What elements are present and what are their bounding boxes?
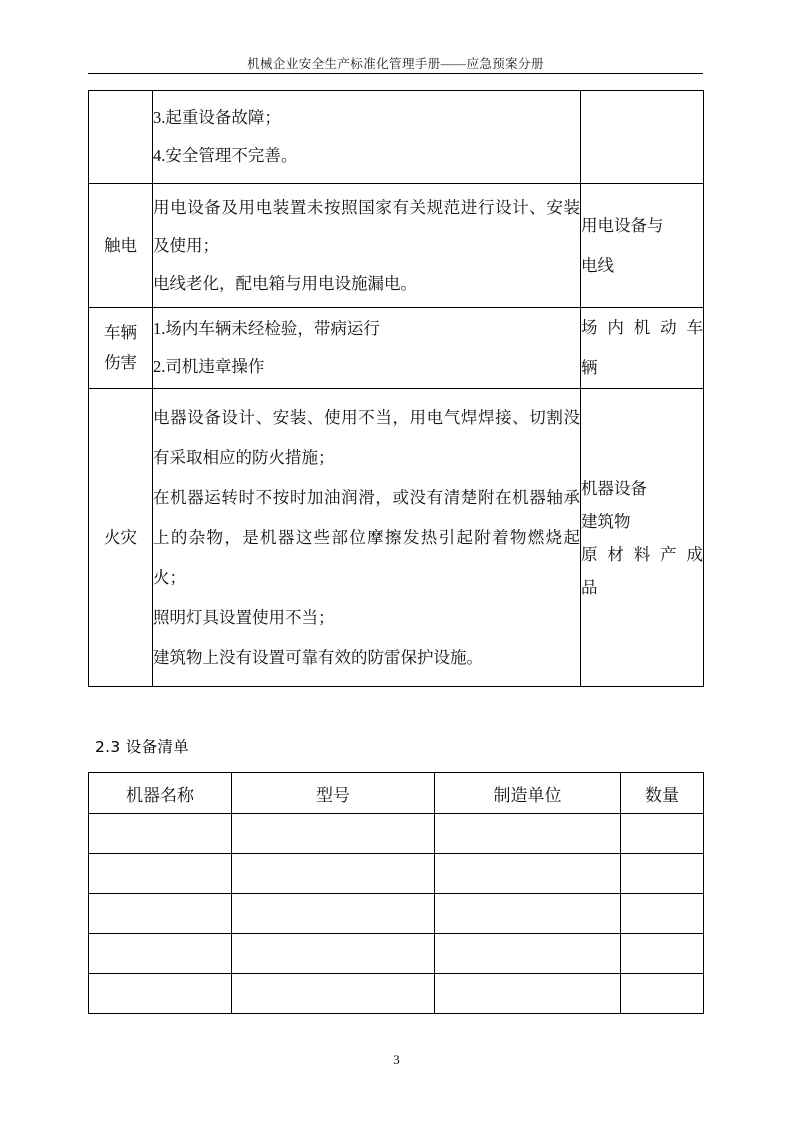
equipment-cell[interactable] <box>232 854 435 894</box>
hazard-description-line: 建筑物上没有设置可靠有效的防雷保护设施。 <box>153 647 483 667</box>
hazard-asset-cell <box>581 91 704 184</box>
equipment-cell[interactable] <box>621 894 704 934</box>
column-header-quantity: 数量 <box>621 773 704 814</box>
hazard-asset-line: 场内机动车 <box>581 318 703 337</box>
hazard-category-label: 触电 <box>104 235 137 255</box>
equipment-cell[interactable] <box>232 894 435 934</box>
column-header-manufacturer: 制造单位 <box>435 773 621 814</box>
hazard-asset-line: 辆 <box>581 358 598 377</box>
running-header-title: 机械企业安全生产标准化管理手册——应急预案分册 <box>247 57 544 71</box>
hazard-asset-line: 电线 <box>581 255 614 275</box>
equipment-cell[interactable] <box>435 974 621 1014</box>
hazard-asset-cell <box>581 308 704 389</box>
hazard-description-cell <box>153 184 581 308</box>
hazard-category-label: 火灾 <box>104 527 137 547</box>
hazard-category-label: 伤害 <box>104 353 137 372</box>
table-row <box>89 854 704 894</box>
equipment-cell[interactable] <box>435 854 621 894</box>
table-row <box>89 934 704 974</box>
table-row <box>89 184 704 308</box>
hazard-description-line: 2.司机违章操作 <box>153 357 265 376</box>
equipment-cell[interactable] <box>89 974 232 1014</box>
equipment-cell[interactable] <box>232 934 435 974</box>
column-header-machine-name: 机器名称 <box>89 773 232 814</box>
table-row <box>89 308 704 389</box>
hazard-description-line: 3.起重设备故障； <box>153 108 281 127</box>
table-row <box>89 974 704 1014</box>
section-heading-equipment-list: 2.3 设备清单 <box>95 738 189 756</box>
equipment-cell[interactable] <box>89 854 232 894</box>
equipment-cell[interactable] <box>621 934 704 974</box>
hazard-category-cell <box>89 308 153 389</box>
table-row <box>89 894 704 934</box>
table-header-row <box>89 773 704 814</box>
hazard-analysis-table <box>88 90 704 687</box>
hazard-description-cell <box>153 91 581 184</box>
equipment-cell[interactable] <box>232 974 435 1014</box>
hazard-asset-line: 机器设备 <box>581 478 647 498</box>
hazard-asset-line: 建筑物 <box>581 511 631 531</box>
equipment-cell[interactable] <box>232 814 435 854</box>
table-row <box>89 91 704 184</box>
equipment-cell[interactable] <box>621 974 704 1014</box>
column-header-model: 型号 <box>232 773 435 814</box>
hazard-asset-cell <box>581 184 704 308</box>
hazard-description-line: 在机器运转时不按时加油润滑，或没有清楚附在机器轴承上的杂物，是机器这些部位摩擦发热引起附着物燃烧起火； <box>153 487 580 587</box>
hazard-description-line: 照明灯具设置使用不当； <box>153 607 335 627</box>
hazard-category-cell <box>89 389 153 687</box>
equipment-cell[interactable] <box>89 894 232 934</box>
hazard-description-cell <box>153 389 581 687</box>
hazard-category-cell <box>89 91 153 184</box>
equipment-cell[interactable] <box>89 934 232 974</box>
hazard-description-line: 用电设备及用电装置未按照国家有关规范进行设计、安装及使用； <box>153 197 580 255</box>
equipment-cell[interactable] <box>435 934 621 974</box>
hazard-category-label: 车辆 <box>104 323 137 342</box>
hazard-asset-cell <box>581 389 704 687</box>
hazard-description-line: 电线老化，配电箱与用电设施漏电。 <box>153 273 417 293</box>
hazard-asset-line: 品 <box>581 577 598 597</box>
equipment-list-table <box>88 772 704 1014</box>
equipment-cell[interactable] <box>89 814 232 854</box>
table-row <box>89 389 704 687</box>
table-row <box>89 814 704 854</box>
hazard-asset-line: 原材料产成 <box>581 544 703 564</box>
hazard-description-line: 4.安全管理不完善。 <box>153 146 298 165</box>
equipment-cell[interactable] <box>435 894 621 934</box>
hazard-description-line: 1.场内车辆未经检验，带病运行 <box>153 319 380 338</box>
equipment-cell[interactable] <box>621 814 704 854</box>
header-divider-rule <box>88 73 703 74</box>
equipment-cell[interactable] <box>621 854 704 894</box>
hazard-description-cell <box>153 308 581 389</box>
hazard-description-line: 电器设备设计、安装、使用不当，用电气焊焊接、切割没有采取相应的防火措施； <box>153 407 580 467</box>
hazard-asset-line: 用电设备与 <box>581 215 664 235</box>
equipment-cell[interactable] <box>435 814 621 854</box>
hazard-category-cell <box>89 184 153 308</box>
page-number: 3 <box>393 1052 400 1067</box>
